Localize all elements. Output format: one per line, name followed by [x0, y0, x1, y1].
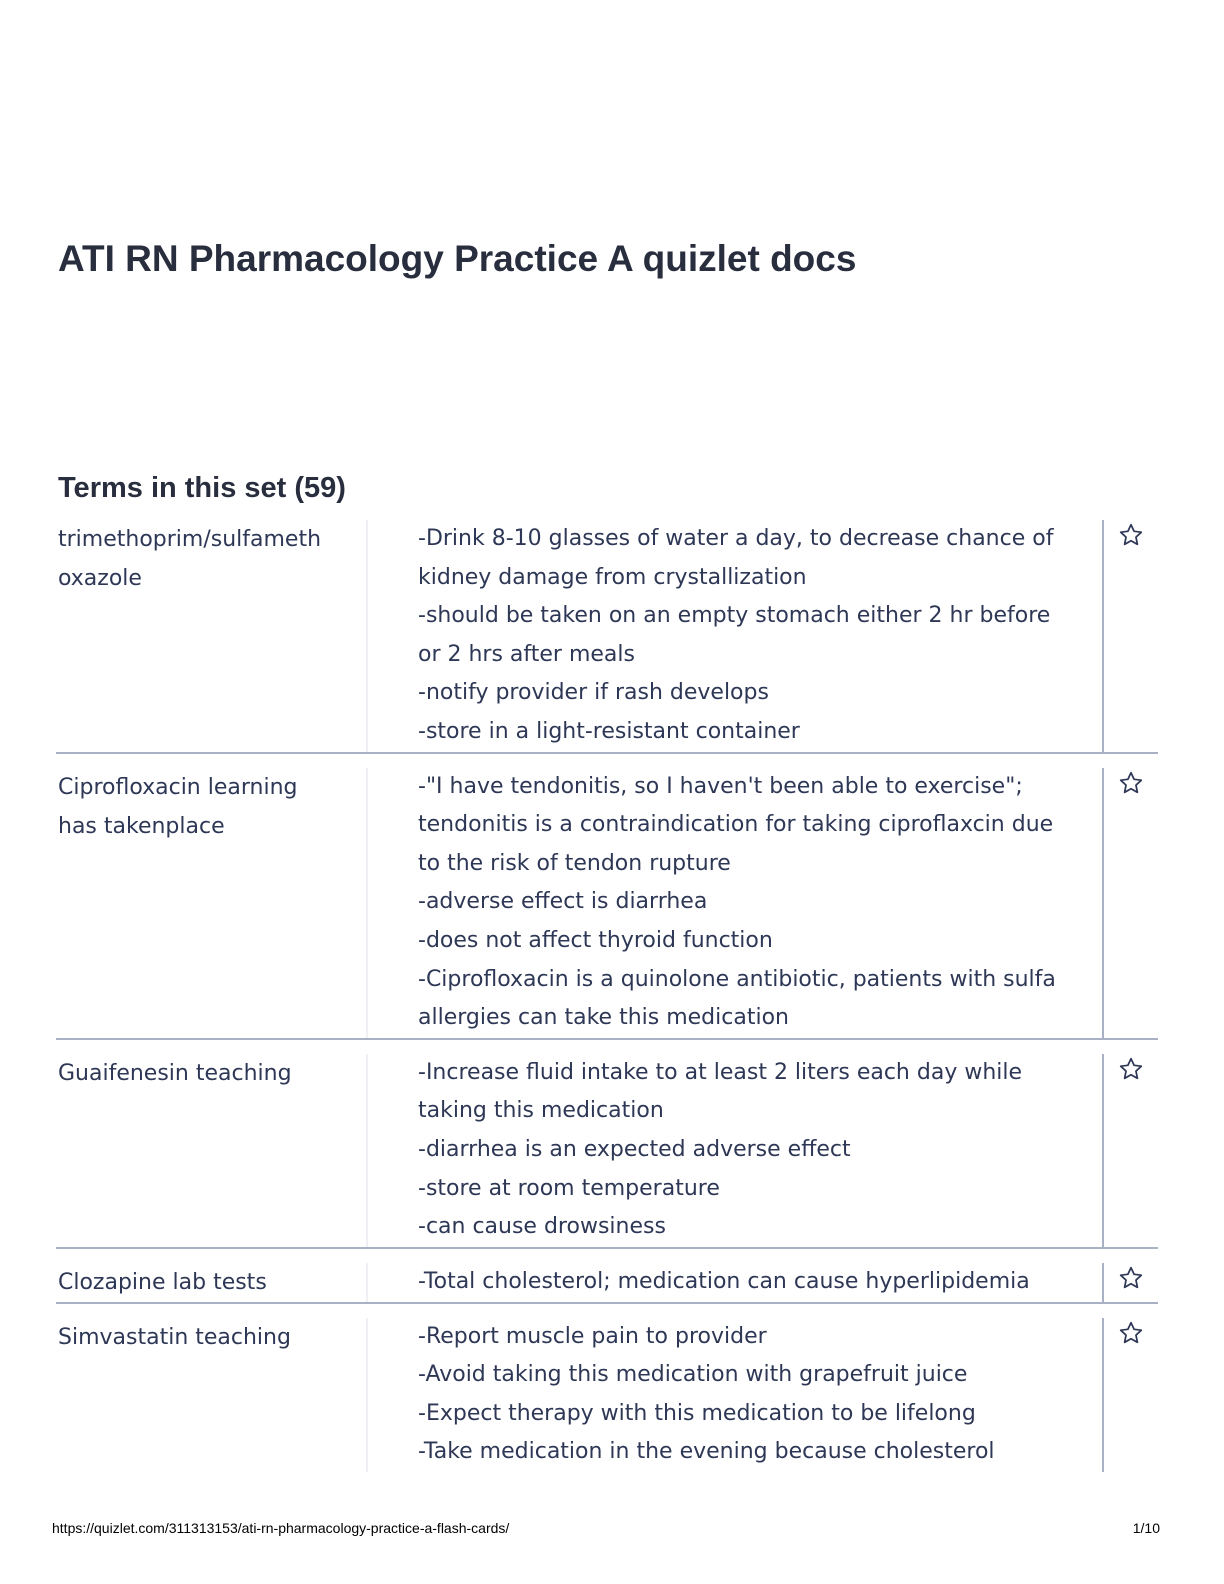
term-line: Clozapine lab tests: [58, 1269, 267, 1295]
term-line: has takenplace: [58, 813, 225, 839]
card-term: [56, 520, 368, 752]
term-line: oxazole: [58, 566, 142, 591]
definition-line: -should be taken on an empty stomach either 2 hr before: [418, 603, 1051, 629]
term-line: Guaifenesin teaching: [58, 1060, 292, 1086]
flashcard-row: [56, 768, 1158, 1040]
star-button[interactable]: [1104, 1318, 1158, 1472]
definition-line: kidney damage from crystallization: [418, 564, 807, 590]
definition-line: -Avoid taking this medication with grapefruit juice: [418, 1362, 968, 1388]
star-outline-icon[interactable]: [1118, 1056, 1144, 1082]
flashcard-row: [56, 1263, 1158, 1304]
definition-line: -can cause drowsiness: [418, 1214, 666, 1240]
footer-url[interactable]: https://quizlet.com/311313153/ati-rn-pharmacology-practice-a-flash-cards/: [52, 1520, 510, 1536]
card-definition: [418, 520, 1104, 752]
definition-line: -Total cholesterol; medication can cause hyperlipidemia: [418, 1268, 1030, 1294]
flashcard-list: [56, 520, 1158, 1472]
definition-line: -Take medication in the evening because cholesterol: [418, 1439, 995, 1465]
definition-line: or 2 hrs after meals: [418, 641, 635, 667]
card-definition: [418, 1054, 1104, 1247]
page-title: ATI RN Pharmacology Practice A quizlet docs: [58, 238, 857, 279]
definition-line: -does not affect thyroid function: [418, 927, 773, 953]
definition-line: -"I have tendonitis, so I haven't been able to exercise";: [418, 773, 1023, 799]
star-button[interactable]: [1104, 520, 1158, 752]
star-button[interactable]: [1104, 1054, 1158, 1247]
star-button[interactable]: [1104, 1263, 1158, 1302]
flashcard-row: [56, 1318, 1158, 1472]
definition-line: -store at room temperature: [418, 1175, 720, 1201]
definition-line: taking this medication: [418, 1098, 664, 1124]
star-outline-icon[interactable]: [1118, 1265, 1144, 1291]
definition-line: -Expect therapy with this medication to be lifelong: [418, 1400, 976, 1426]
term-line: Ciprofloxacin learning: [58, 774, 298, 800]
definition-line: to the risk of tendon rupture: [418, 850, 731, 876]
definition-line: -Increase fluid intake to at least 2 liters each day while: [418, 1059, 1023, 1085]
card-term: [56, 1054, 368, 1247]
card-definition: [418, 1263, 1104, 1302]
star-outline-icon[interactable]: [1118, 770, 1144, 796]
card-definition: [418, 1318, 1104, 1472]
definition-line: -Report muscle pain to provider: [418, 1323, 767, 1349]
flashcard-row: [56, 520, 1158, 754]
definition-line: -diarrhea is an expected adverse effect: [418, 1136, 851, 1162]
card-term: [56, 1263, 368, 1302]
card-term: [56, 1318, 368, 1472]
star-outline-icon[interactable]: [1118, 1320, 1144, 1346]
definition-line: -Ciprofloxacin is a quinolone antibiotic, patients with sulfa: [418, 966, 1056, 992]
card-definition: [418, 768, 1104, 1038]
term-line: trimethoprim/sulfameth: [58, 527, 322, 552]
definition-line: -notify provider if rash develops: [418, 680, 769, 706]
term-line: Simvastatin teaching: [58, 1324, 291, 1350]
star-outline-icon[interactable]: [1118, 522, 1144, 548]
definition-line: -Drink 8-10 glasses of water a day, to decrease chance of: [418, 526, 1054, 551]
definition-line: tendonitis is a contraindication for taking ciproflaxcin due: [418, 812, 1054, 838]
card-term: [56, 768, 368, 1038]
flashcard-row: [56, 1054, 1158, 1249]
star-button[interactable]: [1104, 768, 1158, 1038]
page-number: 1/10: [1132, 1520, 1160, 1536]
definition-line: -adverse effect is diarrhea: [418, 889, 708, 915]
terms-heading: Terms in this set (59): [58, 472, 346, 504]
definition-line: -store in a light-resistant container: [418, 718, 800, 744]
definition-line: allergies can take this medication: [418, 1005, 789, 1031]
